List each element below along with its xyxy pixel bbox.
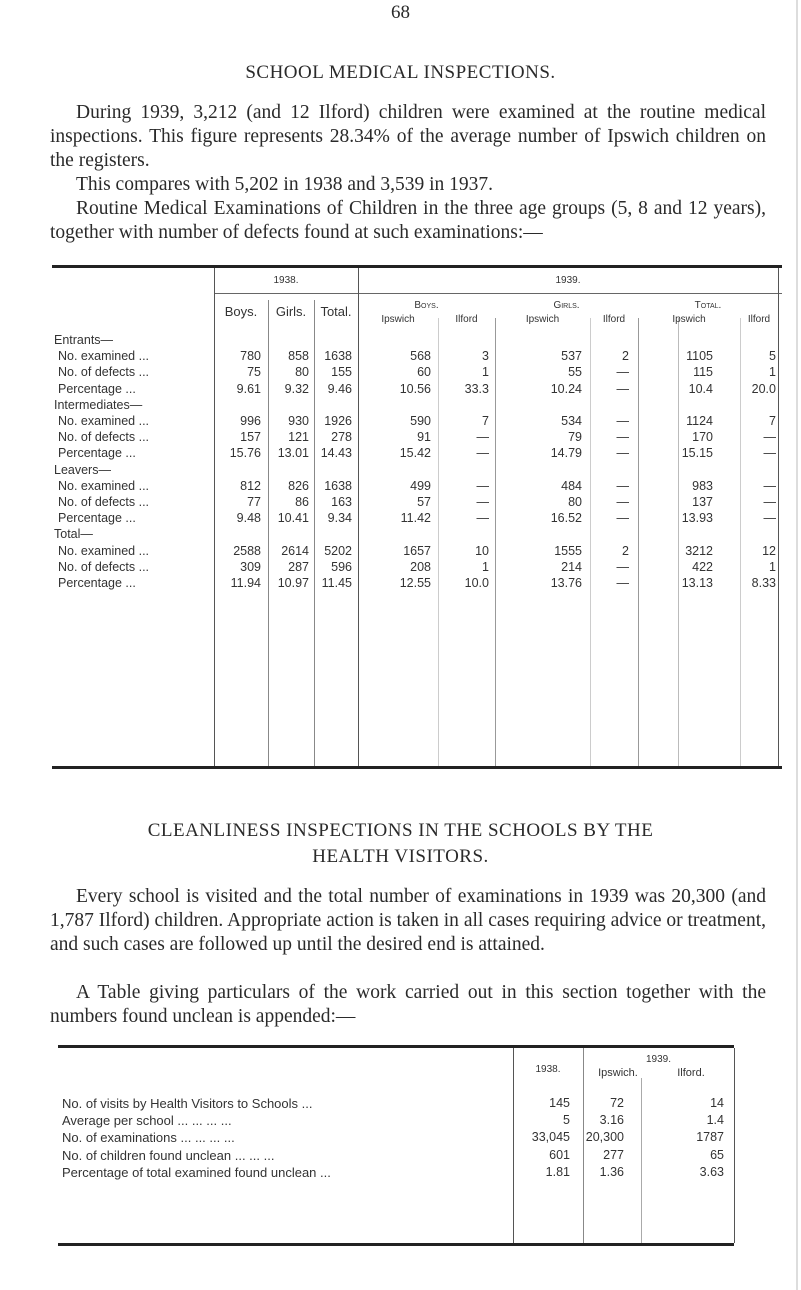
group-title: Intermediates— bbox=[54, 397, 143, 412]
table-cell: 7 bbox=[769, 414, 776, 428]
table-cell: 9.48 bbox=[236, 511, 261, 526]
row-label: No. examined ... bbox=[58, 543, 150, 558]
section-heading-cleanliness-2: HEALTH VISITORS. bbox=[312, 846, 489, 867]
table-cell: — bbox=[616, 511, 629, 526]
header-1939: 1939. bbox=[555, 275, 581, 286]
table-cell: — bbox=[616, 576, 629, 590]
row-label: No. of defects ... bbox=[58, 365, 150, 380]
table-cell: 1.4 bbox=[706, 1113, 724, 1128]
table-cell: 1787 bbox=[696, 1130, 724, 1145]
table-cell: — bbox=[763, 430, 776, 445]
paragraph-table-intro: A Table giving particulars of the work carried out in this section together with the numbers found unclean is appended:— bbox=[50, 982, 766, 1027]
table-cell: 484 bbox=[561, 478, 582, 493]
table2-bottom-rule bbox=[58, 1243, 734, 1246]
table-cell: 20.0 bbox=[751, 381, 776, 396]
table-cell: 590 bbox=[410, 414, 431, 428]
table-cell: 1638 bbox=[324, 349, 352, 364]
table-cell: 11.42 bbox=[400, 511, 431, 526]
table-cell: 596 bbox=[331, 559, 352, 574]
table-cell: 13.76 bbox=[550, 576, 582, 590]
table-cell: 2588 bbox=[233, 543, 261, 558]
table-cell: 65 bbox=[710, 1147, 724, 1162]
group-girls-1939: Girls. bbox=[553, 300, 580, 311]
row-label: No. of children found unclean ... ... ... bbox=[62, 1147, 275, 1163]
table-cell: 14 bbox=[710, 1096, 724, 1110]
table-cell: 983 bbox=[692, 478, 713, 493]
table-cell: 155 bbox=[331, 365, 352, 380]
row-label: No. examined ... bbox=[58, 414, 150, 428]
table-cell: 208 bbox=[410, 559, 431, 574]
row-label: No. of defects ... bbox=[58, 495, 150, 509]
table-cell: — bbox=[763, 511, 776, 526]
col-1938: 1938. bbox=[535, 1064, 561, 1075]
table-cell: — bbox=[476, 478, 489, 493]
paragraph-cleanliness: Every school is visited and the total number of examinations in 1939 was 20,300 (and 1,787 Ilford) children. Appropriate action is taken in all cases requiring advice or treatment, and such cases are followed up until the desired end is attained. bbox=[50, 886, 766, 955]
sub-ipswich-total: Ipswich bbox=[672, 314, 706, 325]
table-cell: 33,045 bbox=[531, 1130, 570, 1145]
table-cell: 1 bbox=[482, 365, 489, 380]
table-cell: 15.76 bbox=[229, 446, 261, 461]
table-cell: 91 bbox=[417, 430, 431, 445]
table-cell: 163 bbox=[331, 495, 352, 509]
table-cell: — bbox=[616, 414, 629, 428]
section-heading-medical: SCHOOL MEDICAL INSPECTIONS. bbox=[245, 62, 556, 83]
paragraph-1939-examinations: During 1939, 3,212 (and 12 Ilford) children were examined at the routine medical inspections. This figure represents 28.34% of the average number of Ipswich children on the registers. bbox=[50, 102, 766, 171]
page-number: 68 bbox=[391, 2, 410, 23]
table-cell: 12.55 bbox=[399, 576, 431, 590]
table-cell: 1 bbox=[482, 559, 489, 574]
group-total-1939: Total. bbox=[694, 300, 722, 311]
table-cell: 137 bbox=[692, 495, 713, 509]
table-cell: 2 bbox=[622, 349, 629, 364]
table-cell: — bbox=[476, 446, 489, 461]
table-cell: 15.15 bbox=[681, 446, 713, 461]
sub-ilford-total: Ilford bbox=[747, 314, 771, 325]
table-cell: 14.79 bbox=[550, 446, 582, 461]
table-cell: 278 bbox=[331, 430, 352, 445]
col-1939: 1939. bbox=[645, 1054, 672, 1065]
table-cell: 10.4 bbox=[688, 381, 713, 396]
table-cell: 80 bbox=[568, 495, 582, 509]
row-label: No. examined ... bbox=[58, 478, 150, 493]
table-cell: 10.41 bbox=[277, 511, 309, 526]
table-cell: 7 bbox=[482, 414, 489, 428]
page-edge bbox=[796, 0, 798, 1290]
col-total-1938: Total. bbox=[320, 304, 352, 319]
table-cell: — bbox=[616, 559, 629, 574]
table-cell: 9.34 bbox=[327, 511, 352, 526]
table-cell: 3 bbox=[482, 349, 489, 364]
table-cell: — bbox=[476, 511, 489, 526]
table-cell: 537 bbox=[561, 349, 582, 364]
paragraph-comparison: This compares with 5,202 in 1938 and 3,539 in 1937. bbox=[76, 174, 494, 195]
table-cell: 10.97 bbox=[277, 576, 309, 590]
sub-ilford: Ilford. bbox=[677, 1067, 705, 1079]
table-cell: 1.36 bbox=[599, 1164, 624, 1179]
table-cell: 930 bbox=[288, 414, 309, 428]
table-cell: — bbox=[616, 430, 629, 445]
row-label: Percentage ... bbox=[58, 511, 136, 526]
table-cell: 2 bbox=[622, 543, 629, 558]
table-cell: 996 bbox=[240, 414, 261, 428]
row-label: No. examined ... bbox=[58, 349, 150, 364]
table-cell: 57 bbox=[417, 495, 431, 509]
table-cell: 5 bbox=[563, 1113, 570, 1128]
table-cell: 826 bbox=[288, 478, 309, 493]
table-cell: — bbox=[616, 495, 629, 509]
table-cell: 15.42 bbox=[399, 446, 431, 461]
table-cell: 13.93 bbox=[681, 511, 713, 526]
table-cell: 10.0 bbox=[464, 576, 489, 590]
table-cell: 1657 bbox=[403, 543, 431, 558]
table-cell: 16.52 bbox=[550, 511, 582, 526]
table-cell: — bbox=[616, 446, 629, 461]
table-cell: 1 bbox=[769, 559, 776, 574]
table-cell: 10.24 bbox=[550, 381, 582, 396]
header-1938: 1938. bbox=[273, 275, 299, 286]
table-cell: 1105 bbox=[686, 349, 713, 364]
row-label: Percentage of total examined found unclean ... bbox=[62, 1164, 331, 1180]
table-cell: 1124 bbox=[686, 414, 713, 428]
table-cell: 60 bbox=[417, 365, 431, 380]
table-cell: — bbox=[476, 430, 489, 445]
table-cell: 79 bbox=[568, 430, 582, 445]
table-cell: 10 bbox=[475, 543, 489, 558]
table-cell: 499 bbox=[410, 478, 431, 493]
table-cell: 75 bbox=[247, 365, 261, 380]
table-cell: 33.3 bbox=[464, 381, 489, 396]
row-label: No. of defects ... bbox=[58, 430, 150, 445]
table-cell: 1555 bbox=[554, 543, 582, 558]
row-label: No. of visits by Health Visitors to Schools ... bbox=[62, 1096, 313, 1111]
table-cell: 145 bbox=[549, 1096, 570, 1110]
table-cell: 170 bbox=[692, 430, 713, 445]
table-cell: 55 bbox=[568, 365, 582, 380]
sub-ipswich: Ipswich. bbox=[598, 1067, 638, 1079]
table-cell: 568 bbox=[410, 349, 431, 364]
sub-ipswich-girls: Ipswich bbox=[525, 314, 560, 325]
table-cell: 1926 bbox=[324, 414, 352, 428]
table-cell: 3.16 bbox=[599, 1113, 624, 1128]
group-title: Leavers— bbox=[54, 462, 111, 477]
row-label: Percentage ... bbox=[58, 446, 136, 461]
table-cell: 780 bbox=[240, 349, 261, 364]
table-cell: 9.46 bbox=[327, 381, 352, 396]
table-cell: 121 bbox=[288, 430, 309, 445]
table-cell: 9.61 bbox=[236, 381, 261, 396]
table-cell: 13.13 bbox=[681, 576, 713, 590]
sub-ilford-girls: Ilford bbox=[602, 314, 626, 325]
table-cell: 601 bbox=[549, 1147, 570, 1162]
table-cell: 157 bbox=[240, 430, 261, 445]
group-title: Entrants— bbox=[54, 333, 114, 347]
table-cell: 3.63 bbox=[699, 1164, 724, 1179]
table-cell: 80 bbox=[295, 365, 309, 380]
table-cell: 534 bbox=[561, 414, 582, 428]
row-label: Percentage ... bbox=[58, 576, 136, 590]
table-cell: 422 bbox=[692, 559, 713, 574]
table-cell: 1638 bbox=[324, 478, 352, 493]
table-cell: 277 bbox=[603, 1147, 624, 1162]
row-label: No. of defects ... bbox=[58, 559, 150, 574]
row-label: No. of examinations ... ... ... ... bbox=[62, 1130, 235, 1146]
table-cell: 11.94 bbox=[230, 576, 261, 590]
table-cell: 9.32 bbox=[284, 381, 309, 396]
section-heading-cleanliness-1: CLEANLINESS INSPECTIONS IN THE SCHOOLS BY THE bbox=[147, 820, 654, 841]
table-cell: — bbox=[616, 365, 629, 380]
table-cell: 1.81 bbox=[545, 1164, 570, 1179]
paragraph-age-groups: Routine Medical Examinations of Children in the three age groups (5, 8 and 12 years), together with number of defects found at such examinations:— bbox=[50, 198, 766, 243]
table-cell: 812 bbox=[240, 478, 261, 493]
sub-ilford-boys: Ilford bbox=[455, 314, 478, 325]
col-boys-1938: Boys. bbox=[224, 304, 258, 319]
table-cell: — bbox=[616, 381, 629, 396]
table-cell: 5202 bbox=[324, 543, 352, 558]
row-label: Percentage ... bbox=[58, 381, 136, 396]
table-cell: 1 bbox=[769, 365, 776, 380]
table-cell: 14.43 bbox=[320, 446, 352, 461]
row-label: Average per school ... ... ... ... bbox=[62, 1113, 232, 1129]
table-cell: 3212 bbox=[685, 543, 713, 558]
table-cell: — bbox=[763, 495, 776, 509]
group-boys-1939: Boys. bbox=[414, 300, 439, 311]
table-cell: 10.56 bbox=[399, 381, 431, 396]
table-cell: 13.01 bbox=[277, 446, 309, 461]
table2-top-rule bbox=[58, 1045, 734, 1048]
table-cell: 8.33 bbox=[751, 576, 776, 590]
table-cell: — bbox=[763, 446, 776, 461]
table-cell: 11.45 bbox=[321, 576, 352, 590]
col-girls-1938: Girls. bbox=[275, 304, 307, 319]
table-cell: — bbox=[476, 495, 489, 509]
table-cell: 115 bbox=[693, 365, 713, 380]
group-title: Total— bbox=[54, 527, 93, 542]
table-cell: 287 bbox=[288, 559, 309, 574]
table-cell: 77 bbox=[247, 495, 261, 509]
table-cell: 2614 bbox=[281, 543, 309, 558]
table-cell: — bbox=[763, 478, 776, 493]
table-cell: 86 bbox=[295, 495, 309, 509]
table-cell: 20,300 bbox=[585, 1130, 624, 1145]
table-cell: 858 bbox=[288, 349, 309, 364]
sub-ipswich-boys: Ipswich bbox=[381, 314, 415, 325]
table-cell: 72 bbox=[610, 1096, 624, 1110]
table-cell: 5 bbox=[769, 349, 776, 364]
table-cell: 214 bbox=[561, 559, 582, 574]
table-cell: 309 bbox=[240, 559, 261, 574]
table-cell: 12 bbox=[762, 543, 776, 558]
table-cell: — bbox=[616, 478, 629, 493]
